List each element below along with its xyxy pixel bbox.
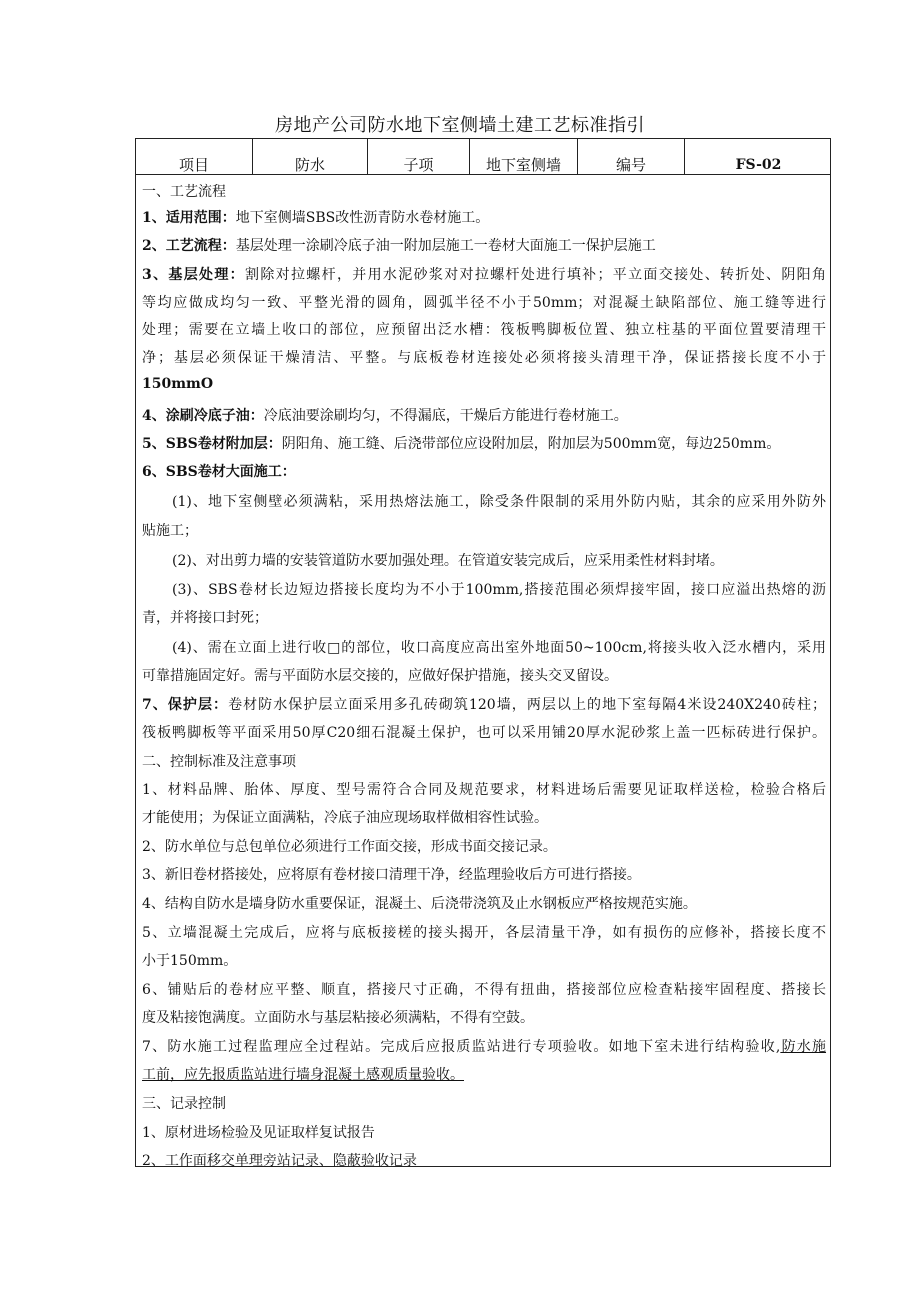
paragraph-process-flow xyxy=(142,235,826,261)
subitem-line: (4)、需在立面上进行收□的部位，收口高度应高出室外地面50~100cm,将接头收入泛水槽内，采用 xyxy=(172,640,826,656)
paragraph-base-treatment-line: 150mmO xyxy=(142,376,214,392)
subitem-line: (1)、地下室侧壁必须满粘，采用热熔法施工，除受条件限制的采用外防内贴，其余的应采用外防外 xyxy=(172,494,826,510)
control-item-line: 4、结构自防水是墙身防水重要保证，混凝土、后浇带浇筑及止水钢板应严格按规范实施。 xyxy=(142,896,697,912)
control-item-line xyxy=(142,1064,826,1090)
document-title: 房地产公司防水地下室侧墙土建工艺标准指引 xyxy=(275,115,645,136)
section-heading-process: 一、工艺流程 xyxy=(142,184,226,200)
paragraph-text: 基层处理一涂刷冷底子油一附加层施工一卷材大面施工一保护层施工 xyxy=(235,238,656,254)
control-item-line: 5、立墙混凝土完成后，应将与底板接槎的接头揭开，各层清量干净，如有损伤的应修补，搭接长度不 xyxy=(142,925,826,941)
paragraph-base-treatment-line xyxy=(142,264,826,290)
paragraph-scope xyxy=(142,207,826,233)
subitem-line: 青，并将接口封死； xyxy=(142,610,268,626)
paragraph-lead: 7、保护层： xyxy=(142,697,229,713)
subitem-line: (2)、对出剪力墙的安装管道防水要加强处理。在管道安装完成后，应采用柔性材料封堵。 xyxy=(172,553,724,569)
control-item-text: 7、防水施工过程监理应全过程站。完成后应报质监站进行专项验收。如地下室未进行结构验收, xyxy=(142,1039,781,1055)
paragraph-lead: 2、工艺流程： xyxy=(142,238,236,254)
control-item-line: 3、新旧卷材搭接处，应将原有卷材接口清理干净，经监理验收后方可进行搭接。 xyxy=(142,867,641,883)
control-item-line: 度及粘接饱满度。立面防水与基层粘接必须满粘，不得有空鼓。 xyxy=(142,1010,534,1026)
record-item-line: 2、工作面移交单理旁站记录、隐蔽验收记录 xyxy=(142,1153,417,1169)
paragraph-protection-line: 筏板鸭脚板等平面采用50厚C20细石混凝土保护，也可以采用铺20厚水泥砂浆上盖一匹标砖进行保护。 xyxy=(142,725,826,741)
header-item-label: 项目 xyxy=(136,139,253,174)
paragraph-base-treatment-line: 净；基层必须保证干燥清洁、平整。与底板卷材连接处必须将接头清理干净，保证搭接长度不小于 xyxy=(142,350,826,366)
paragraph-text: 地下室侧墙SBS改性沥青防水卷材施工。 xyxy=(235,210,490,226)
paragraph-text: 冷底油要涂刷均匀，不得漏底，干燥后方能进行卷材施工。 xyxy=(263,408,628,424)
paragraph-lead: 3、基层处理： xyxy=(142,267,246,283)
standard-table xyxy=(135,138,831,1167)
paragraph-primer xyxy=(142,405,826,431)
paragraph-base-treatment-line: 处理；需要在立墙上收口的部位，应预留出泛水槽：筏板鸭脚板位置、独立柱基的平面位置要清理干 xyxy=(142,322,826,338)
header-subitem-value: 地下室侧墙 xyxy=(470,139,578,174)
paragraph-text: 阴阳角、施工缝、后浇带部位应设附加层，附加层为500mm宽，每边250mm。 xyxy=(281,436,781,452)
control-item-line: 6、铺贴后的卷材应平整、顺直，搭接尺寸正确，不得有扭曲，搭接部位应检查粘接牢固程度、搭接长 xyxy=(142,982,826,998)
section-heading-records: 三、记录控制 xyxy=(142,1096,226,1112)
paragraph-lead: 5、SBS卷材附加层： xyxy=(142,436,282,452)
control-item-line xyxy=(142,1036,826,1062)
paragraph-protection-line xyxy=(142,694,826,720)
paragraph-text: 割除对拉螺杆，并用水泥砂浆对对拉螺杆处进行填补；平立面交接处、转折处、阴阳角 xyxy=(245,267,826,283)
subitem-line: 贴施工； xyxy=(142,523,198,539)
paragraph-lead: 1、适用范围： xyxy=(142,210,236,226)
header-code-label: 编号 xyxy=(578,139,685,174)
paragraph-lead: 4、涂刷冷底子油： xyxy=(142,408,264,424)
control-item-line: 2、防水单位与总包单位必须进行工作面交接，形成书面交接记录。 xyxy=(142,839,557,855)
subitem-line: (3)、SBS卷材长边短边搭接长度均为不小于100mm,搭接范围必须焊接牢固，接口应溢出热熔的沥 xyxy=(172,582,826,598)
section-heading-control: 二、控制标准及注意事项 xyxy=(142,754,296,770)
control-item-line: 才能使用；为保证立面满粘，冷底子油应现场取样做相容性试验。 xyxy=(142,810,548,826)
table-header-row xyxy=(136,139,830,175)
header-subitem-label: 子项 xyxy=(368,139,470,174)
control-item-underlined-text: 工前，应先报质监站进行墙身混凝土感观质量验收。 xyxy=(142,1067,464,1083)
paragraph-base-treatment-line: 等均应做成均匀一致、平整光滑的圆角，圆弧半径不小于50mm；对混凝土缺陷部位、施工缝等进行 xyxy=(142,295,826,311)
header-code-value: FS-02 xyxy=(735,157,782,173)
paragraph-text: 卷材防水保护层立面采用多孔砖砌筑120墙，两层以上的地下室每隔4米设240X240砖柱； xyxy=(228,697,826,713)
paragraph-membrane-lead: 6、SBS卷材大面施工： xyxy=(142,464,296,480)
control-item-line: 小于150mm。 xyxy=(142,953,238,969)
subitem-line: 可靠措施固定好。需与平面防水层交接的，应做好保护措施，接头交叉留设。 xyxy=(142,668,618,684)
paragraph-additional-layer xyxy=(142,433,826,459)
header-item-value: 防水 xyxy=(253,139,368,174)
control-item-underlined-text: 防水施 xyxy=(780,1039,827,1055)
record-item-line: 1、原材进场检验及见证取样复试报告 xyxy=(142,1125,375,1141)
control-item-line: 1、材料品牌、胎体、厚度、型号需符合合同及规范要求，材料进场后需要见证取样送检，检验合格后 xyxy=(142,782,826,798)
